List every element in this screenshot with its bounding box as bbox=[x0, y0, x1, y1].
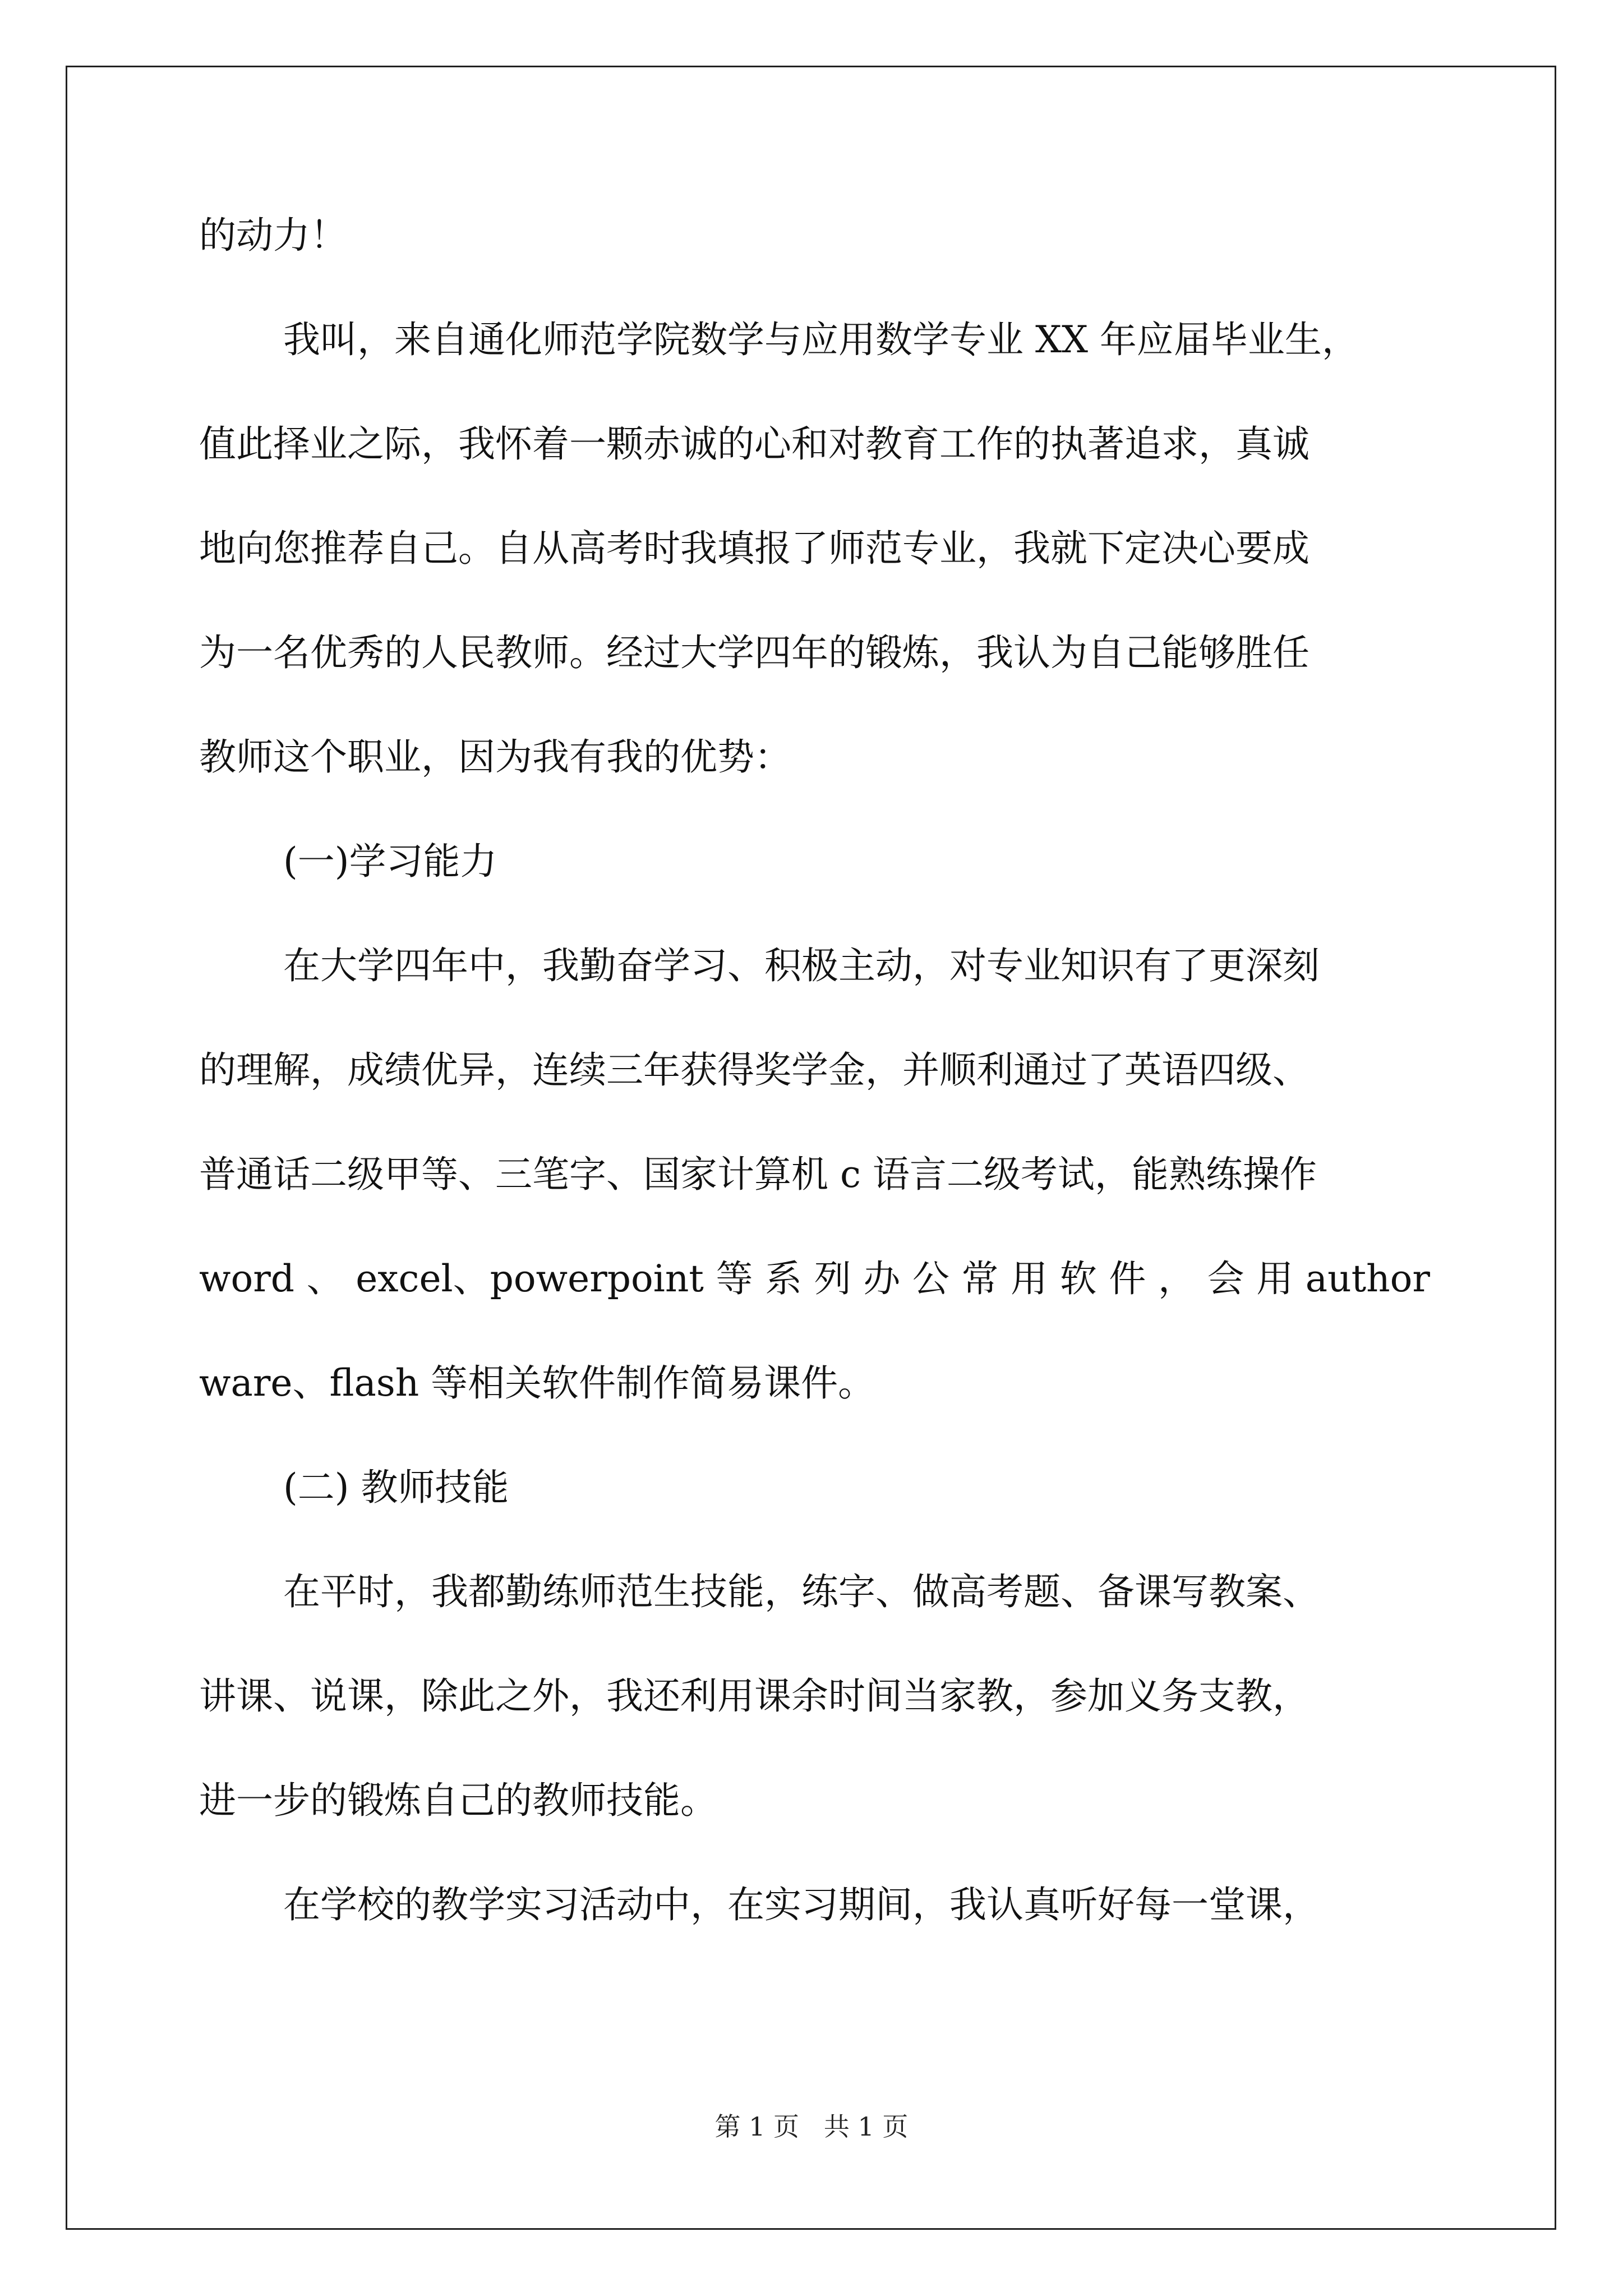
word-token: 用 bbox=[1256, 1257, 1294, 1300]
word-token: 办 bbox=[863, 1257, 901, 1300]
word-token: 常 bbox=[961, 1257, 999, 1300]
paragraph-line: 在大学四年中，我勤奋学习、积极主动，对专业知识有了更深刻 bbox=[283, 944, 1320, 987]
word-token: 系 bbox=[765, 1257, 803, 1300]
page-footer: 第 1 页 共 1 页 bbox=[714, 2111, 909, 2142]
paragraph-line: 教师这个职业，因为我有我的优势： bbox=[199, 735, 791, 779]
word-token: 件 bbox=[1109, 1257, 1146, 1300]
paragraph-line: 讲课、说课，除此之外，我还利用课余时间当家教，参加义务支教， bbox=[199, 1674, 1310, 1718]
word-token: 列 bbox=[814, 1257, 851, 1300]
paragraph-line: 普通话二级甲等、三笔字、国家计算机 c 语言二级考试，能熟练操作 bbox=[199, 1153, 1317, 1196]
word-token: ， bbox=[1158, 1257, 1195, 1300]
paragraph-line: 为一名优秀的人民教师。经过大学四年的锻炼，我认为自己能够胜任 bbox=[199, 631, 1310, 674]
paragraph-line: 在学校的教学实习活动中，在实习期间，我认真听好每一堂课， bbox=[283, 1883, 1320, 1926]
paragraph-line: 在平时，我都勤练师范生技能，练字、做高考题、备课写教案、 bbox=[283, 1570, 1320, 1613]
section-heading: (二) 教师技能 bbox=[283, 1466, 509, 1509]
paragraph-line: 的理解，成绩优异，连续三年获得奖学金，并顺利通过了英语四级、 bbox=[199, 1048, 1310, 1092]
word-token: 会 bbox=[1207, 1257, 1244, 1300]
word-token: excel、powerpoint bbox=[356, 1257, 704, 1300]
paragraph-line-justified bbox=[199, 1257, 1430, 1301]
word-token: word bbox=[199, 1257, 295, 1300]
word-token: 公 bbox=[912, 1257, 949, 1300]
paragraph-line: 的动力！ bbox=[199, 214, 347, 257]
word-token: 等 bbox=[716, 1257, 753, 1300]
paragraph-line: 地向您推荐自己。自从高考时我填报了师范专业，我就下定决心要成 bbox=[199, 527, 1310, 570]
word-token: 、 bbox=[306, 1257, 344, 1300]
paragraph-line: ware、flash 等相关软件制作简易课件。 bbox=[199, 1361, 875, 1405]
section-heading: (一)学习能力 bbox=[283, 840, 497, 883]
word-token: author bbox=[1305, 1257, 1430, 1300]
paragraph-line: 我叫，来自通化师范学院数学与应用数学专业 XX 年应届毕业生， bbox=[283, 318, 1359, 361]
paragraph-line: 值此择业之际，我怀着一颗赤诚的心和对教育工作的执著追求，真诚 bbox=[199, 422, 1310, 466]
word-token: 用 bbox=[1011, 1257, 1048, 1300]
word-token: 软 bbox=[1059, 1257, 1097, 1300]
paragraph-line: 进一步的锻炼自己的教师技能。 bbox=[199, 1779, 717, 1822]
